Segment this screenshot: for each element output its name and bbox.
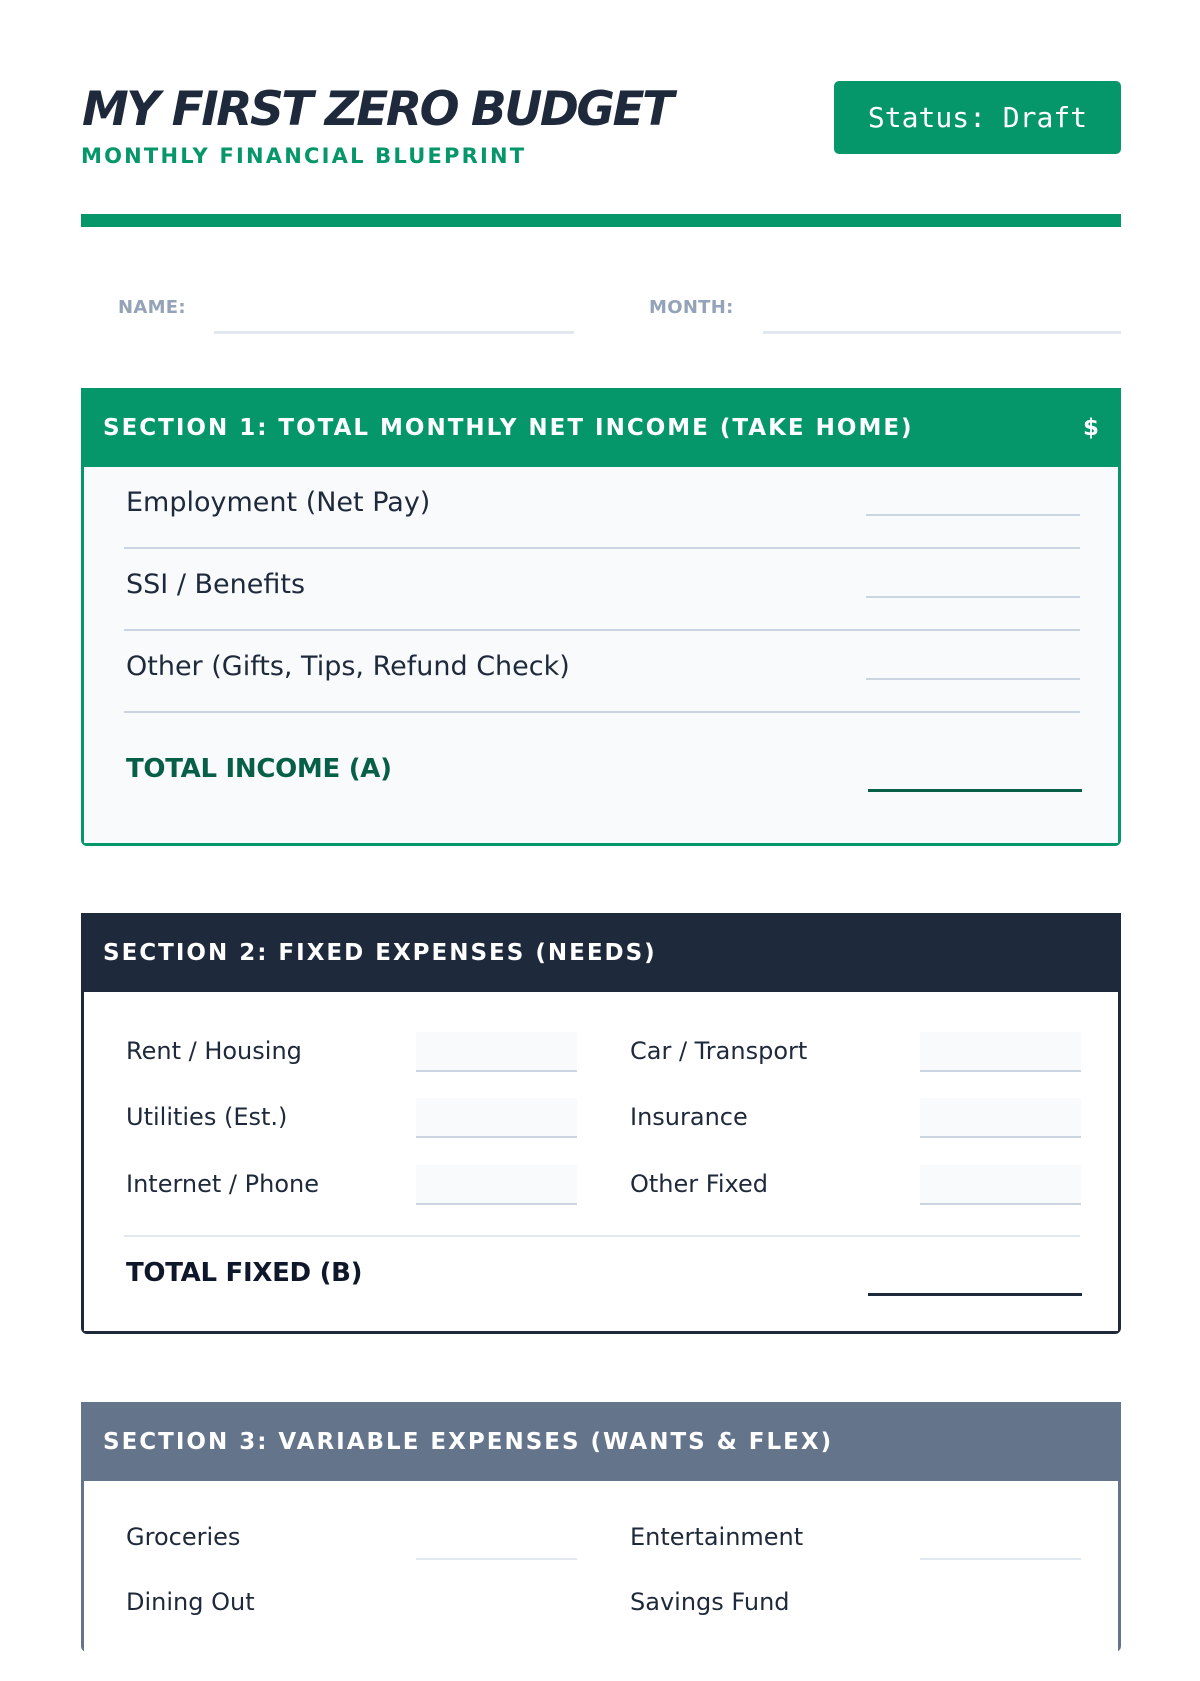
income-section	[81, 388, 1121, 846]
name-label: NAME:	[118, 297, 186, 318]
expense-label: Utilities (Est.)	[126, 1103, 288, 1131]
header-divider	[81, 214, 1121, 227]
total-income-label: TOTAL INCOME (A)	[126, 754, 392, 784]
page-title: MY FIRST ZERO BUDGET	[82, 82, 672, 137]
groceries-amount-field[interactable]	[416, 1558, 577, 1560]
expense-label: Car / Transport	[630, 1037, 808, 1065]
fixed-expenses-header	[81, 913, 1121, 992]
income-section-title: SECTION 1: TOTAL MONTHLY NET INCOME (TAKE HOME)	[103, 414, 914, 441]
income-label: Other (Gifts, Tips, Refund Check)	[126, 651, 570, 682]
income-row	[124, 467, 1080, 549]
employment-amount-field[interactable]	[866, 514, 1080, 516]
variable-expenses-header	[81, 1402, 1121, 1481]
fixed-expenses-section	[81, 913, 1121, 1334]
insurance-amount-field[interactable]	[920, 1098, 1081, 1138]
variable-expenses-section	[81, 1402, 1121, 1652]
expense-label: Entertainment	[630, 1523, 804, 1551]
section-divider	[124, 1235, 1080, 1237]
expense-label: Rent / Housing	[126, 1037, 302, 1065]
expense-label: Savings Fund	[630, 1588, 790, 1616]
income-row	[124, 631, 1080, 713]
expense-label: Internet / Phone	[126, 1170, 319, 1198]
status-badge: Status: Draft	[834, 81, 1121, 154]
ssi-amount-field[interactable]	[866, 596, 1080, 598]
variable-expenses-title: SECTION 3: VARIABLE EXPENSES (WANTS & FLEX)	[103, 1428, 834, 1455]
expense-label: Other Fixed	[630, 1170, 768, 1198]
income-section-body	[84, 467, 1118, 843]
month-field[interactable]	[763, 331, 1121, 334]
income-section-header	[81, 388, 1121, 467]
variable-expenses-body	[84, 1481, 1118, 1681]
income-label: SSI / Benefits	[126, 569, 306, 600]
other-fixed-amount-field[interactable]	[920, 1165, 1081, 1205]
car-amount-field[interactable]	[920, 1032, 1081, 1072]
utilities-amount-field[interactable]	[416, 1098, 577, 1138]
expense-label: Dining Out	[126, 1588, 255, 1616]
entertainment-amount-field[interactable]	[920, 1558, 1081, 1560]
income-label: Employment (Net Pay)	[126, 487, 431, 518]
total-income-field[interactable]	[868, 789, 1082, 792]
total-fixed-field[interactable]	[868, 1293, 1082, 1296]
page-subtitle: MONTHLY FINANCIAL BLUEPRINT	[81, 144, 527, 168]
internet-amount-field[interactable]	[416, 1165, 577, 1205]
rent-amount-field[interactable]	[416, 1032, 577, 1072]
dollar-icon: $	[1082, 414, 1101, 441]
fixed-expenses-title: SECTION 2: FIXED EXPENSES (NEEDS)	[103, 939, 657, 966]
fixed-expenses-body	[84, 992, 1118, 1331]
month-label: MONTH:	[649, 297, 734, 318]
expense-label: Insurance	[630, 1103, 748, 1131]
total-fixed-label: TOTAL FIXED (B)	[126, 1258, 363, 1288]
name-field[interactable]	[214, 331, 574, 334]
other-income-amount-field[interactable]	[866, 678, 1080, 680]
expense-label: Groceries	[126, 1523, 241, 1551]
income-row	[124, 549, 1080, 631]
